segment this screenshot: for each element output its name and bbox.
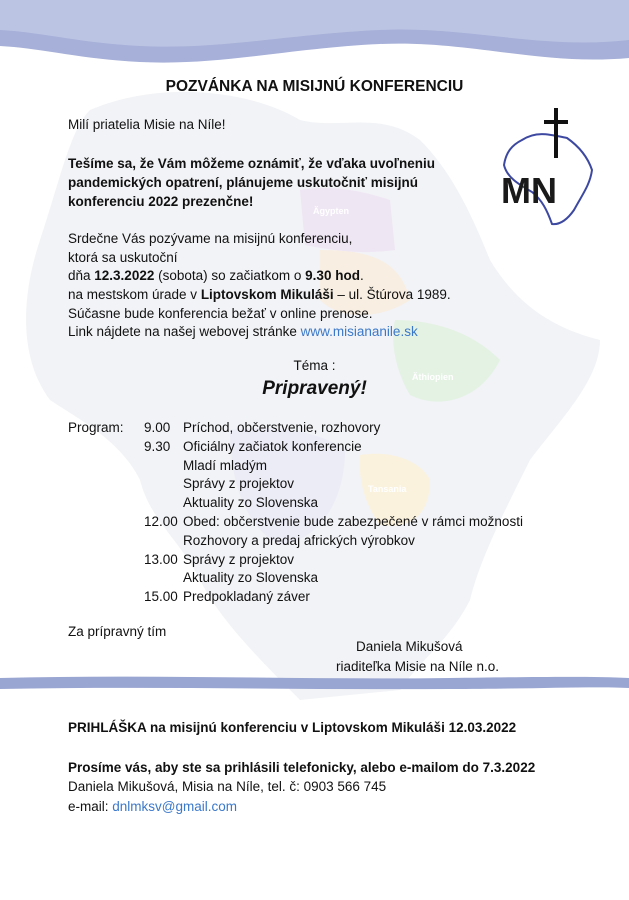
email-link[interactable]: dnlmksv@gmail.com bbox=[112, 799, 237, 814]
intro-bold-line-3: konferenciu 2022 prezenčne! bbox=[68, 194, 254, 209]
website-link[interactable]: www.misiananile.sk bbox=[300, 324, 418, 339]
intro-bold-line-2: pandemických opatrení, plánujeme uskutočniť misijnú bbox=[68, 175, 419, 190]
invite-line-3: dňa 12.3.2022 (sobota) so začiatkom o 9.30 hod. bbox=[68, 268, 364, 283]
greeting: Milí priatelia Misie na Níle! bbox=[68, 117, 226, 132]
program-time: 9.00 bbox=[144, 420, 171, 435]
theme-value: Pripravený! bbox=[262, 378, 367, 399]
program-item: Mladí mladým bbox=[183, 457, 268, 473]
program-item: Aktuality zo Slovenska bbox=[183, 495, 319, 511]
event-place: Liptovskom Mikuláši bbox=[200, 287, 334, 302]
logo-text: MN bbox=[501, 170, 557, 211]
program-item: Príchod, občerstvenie, rozhovory bbox=[183, 420, 381, 435]
signature-name: Daniela Mikušová bbox=[356, 639, 463, 654]
program-item: Predpokladaný záver bbox=[183, 589, 310, 605]
invite-line-5: Súčasne bude konferencia bežať v online prenose. bbox=[68, 306, 373, 321]
invite-line-6: Link nájdete na našej webovej stránke www.misiananile.sk bbox=[68, 324, 418, 339]
program-item: Správy z projektov bbox=[183, 476, 295, 492]
program-item: Aktuality zo Slovenska bbox=[183, 570, 319, 586]
registration-request: Prosíme vás, aby ste sa prihlásili telefonicky, alebo e-mailom do 7.3.2022 bbox=[68, 760, 536, 775]
program-time: 9.30 bbox=[144, 438, 171, 454]
map-label-tanzania: Tansania bbox=[368, 484, 407, 494]
program-item: Rozhovory a predaj afrických výrobkov bbox=[183, 532, 415, 548]
map-label-egypt: Ägypten bbox=[313, 206, 349, 216]
intro-bold-line-1: Tešíme sa, že Vám môžeme oznámiť, že vďaka uvoľneniu bbox=[68, 156, 436, 171]
divider-wave bbox=[0, 674, 629, 694]
program-item: Správy z projektov bbox=[183, 551, 295, 567]
event-date: 12.3.2022 bbox=[94, 268, 155, 283]
event-time: 9.30 hod bbox=[305, 268, 360, 283]
invite-line-2: ktorá sa uskutoční bbox=[68, 250, 178, 265]
program-time: 15.00 bbox=[144, 589, 178, 605]
map-label-ethiopia: Äthiopien bbox=[412, 372, 454, 382]
program-time: 12.00 bbox=[144, 514, 178, 529]
program-time: 13.00 bbox=[144, 551, 178, 567]
program-label: Program: bbox=[68, 420, 124, 435]
program-item: Oficiálny začiatok konferencie bbox=[183, 438, 362, 454]
team-label: Za prípravný tím bbox=[68, 624, 167, 639]
registration-email-line: e-mail: dnlmksv@gmail.com bbox=[68, 799, 237, 814]
page-title: POZVÁNKA NA MISIJNÚ KONFERENCIU bbox=[165, 78, 464, 95]
registration-contact: Daniela Mikušová, Misia na Níle, tel. č: 0903 566 745 bbox=[68, 779, 387, 794]
registration-heading: PRIHLÁŠKA na misijnú konferenciu v Liptovskom Mikuláši 12.03.2022 bbox=[68, 720, 517, 735]
invite-line-4: na mestskom úrade v Liptovskom Mikuláši – ul. Štúrova 1989. bbox=[68, 287, 451, 302]
theme-label: Téma : bbox=[293, 358, 336, 373]
signature-role: riaditeľka Misie na Níle n.o. bbox=[336, 659, 500, 674]
program-item: Obed: občerstvenie bude zabezpečené v rámci možnosti bbox=[183, 514, 523, 529]
invite-line-1: Srdečne Vás pozývame na misijnú konferenciu, bbox=[68, 231, 353, 246]
